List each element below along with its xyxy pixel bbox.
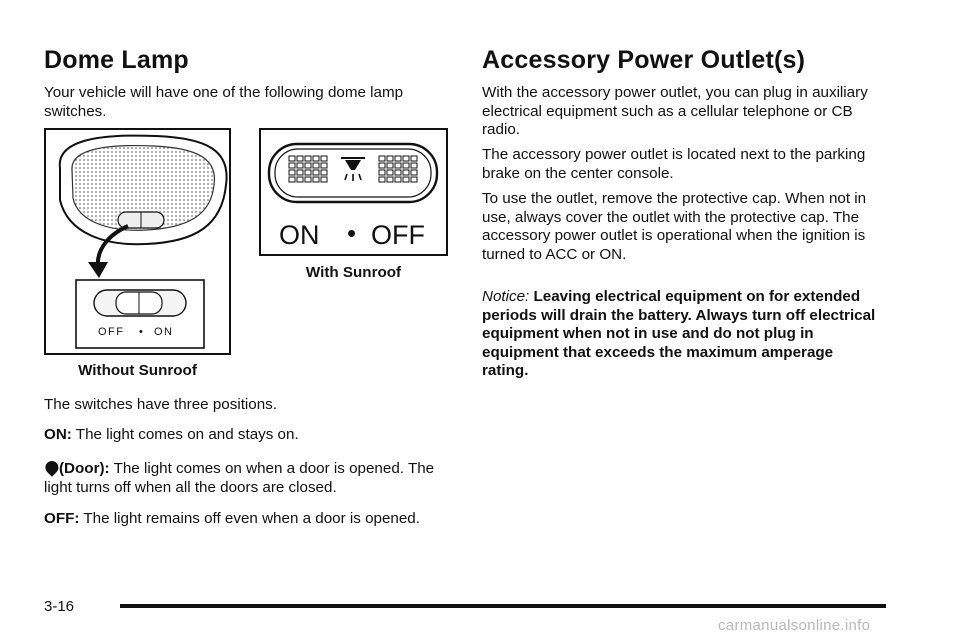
switch-label-off: OFF: [371, 220, 425, 250]
notice-block: [482, 288, 882, 381]
accessory-outlet-title: Accessory Power Outlet(s): [482, 46, 806, 74]
caption-with-sunroof: With Sunroof: [305, 264, 402, 281]
position-door: [44, 460, 454, 497]
position-on: [44, 426, 454, 445]
figure-without-sunroof: [44, 128, 231, 355]
switch-label-on: ON: [279, 220, 320, 250]
switch-label-on: ON: [154, 326, 174, 338]
dome-lamp-no-sunroof-illustration: [46, 130, 229, 353]
dome-lamp-title: Dome Lamp: [44, 46, 189, 74]
position-door-label: (Door):: [59, 460, 110, 477]
position-door-text: The light comes on when a door is opened. The light turns off when all the doors are closed.: [44, 460, 435, 496]
positions-intro: The switches have three positions.: [44, 396, 277, 413]
figure-with-sunroof: [259, 128, 448, 256]
position-on-text: The light comes on and stays on.: [75, 426, 299, 443]
switch-label-dot: •: [347, 218, 357, 248]
notice-label: Notice:: [482, 288, 530, 305]
footer-rule: [120, 604, 886, 608]
outlet-paragraph-2: The accessory power outlet is located next to the parking brake on the center console.: [482, 146, 866, 182]
outlet-paragraph-1: With the accessory power outlet, you can plug in auxiliary electrical equipment such as a cellular telephone or CB radio.: [482, 84, 868, 138]
position-off-label: OFF:: [44, 510, 80, 527]
caption-without-sunroof: Without Sunroof: [78, 362, 197, 379]
page-number: 3-16: [44, 598, 75, 615]
position-on-label: ON:: [44, 426, 72, 443]
dome-lamp-intro: Your vehicle will have one of the following dome lamp switches.: [44, 84, 404, 120]
dome-lamp-sunroof-illustration: [261, 130, 446, 254]
switch-label-dot: •: [139, 326, 143, 338]
position-off-text: The light remains off even when a door is opened.: [83, 510, 420, 527]
switch-label-off: OFF: [98, 326, 125, 338]
position-off: [44, 510, 454, 529]
outlet-paragraph-3: To use the outlet, remove the protective cap. When not in use, always cover the outlet with the protective cap. The accessory power outlet is operational when the ignition is turned to ACC or ON.: [482, 190, 867, 263]
watermark: carmanualsonline.info: [718, 617, 871, 634]
notice-text: Leaving electrical equipment on for extended periods will drain the battery. Always turn off electrical equipment when not in use and do not plug in equipment that exceeds the maximum amperage rating.: [482, 288, 876, 379]
